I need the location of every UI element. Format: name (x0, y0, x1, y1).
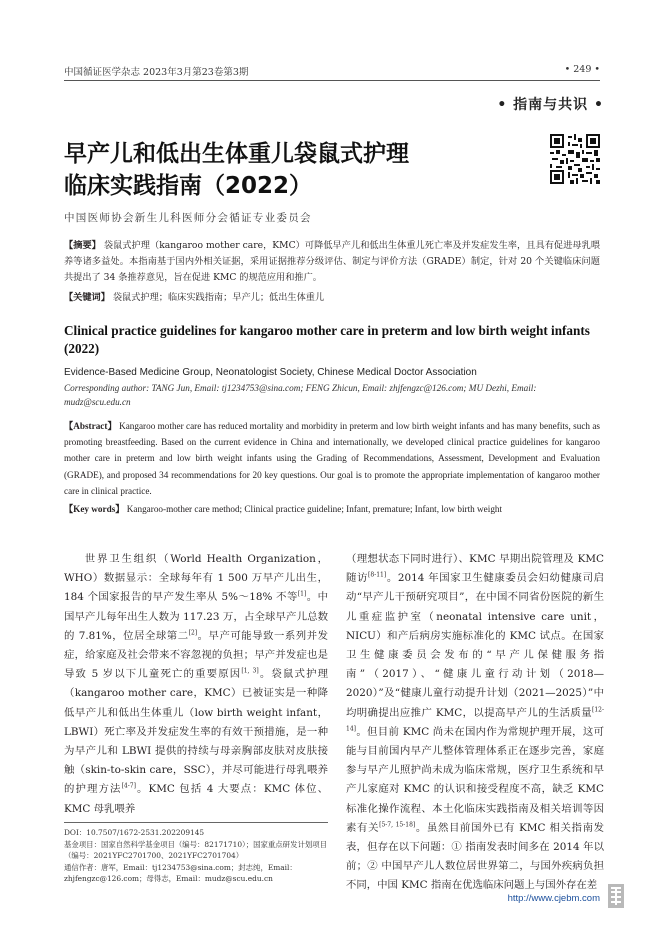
journal-logo-icon (608, 884, 624, 908)
footnote-corresponding: 通信作者：唐军，Email：tj1234753@sina.com；封志纯，Email：zhjfengzc@126.com；母得志，Email：mudz@scu.edu.cn (64, 862, 297, 884)
citation-ref: [5-7, 15-18] (379, 821, 416, 829)
citation-ref: [2] (188, 629, 198, 637)
keywords-cn-text: 袋鼠式护理；临床实践指南；早产儿；低出生体重儿 (112, 292, 325, 303)
abstract-cn (64, 238, 600, 287)
header-divider (64, 80, 600, 81)
abstract-en-text: Kangaroo mother care has reduced mortality and morbidity in preterm and low birth weight infants and has many benefits, such as promoting breastfeeding. Based on the current evidence in China and internationally, we developed clinical practice guidelines for kangaroo mother care in preterm and low birth weight infants using the Grading of Recommendations, Assessment, Development and Evaluation (GRADE), and proposed 34 recommendations for 20 key questions. Our goal is to promote the appropriate implementation of kangaroo mother care in clinical practice. (64, 421, 600, 496)
footnote (64, 827, 328, 885)
body-text-right-column (346, 550, 604, 896)
journal-website-link[interactable]: http://www.cjebm.com (507, 893, 600, 904)
corresponding-author-en: Corresponding author: TANG Jun, Email: tj1234753@sina.com; FENG Zhicun, Email: zhjfengzc@126.com; MU Dezhi, Email: mudz@scu.edu.cn (64, 383, 537, 407)
body-text: 。袋鼠式护理（kangaroo mother care，KMC）已被证实是一种降低早产儿和低出生体重儿（low birth weight infant，LBWI）死亡率及并发症发生率的有效干预措施，是一种为早产儿和 LBWI 提供的持续与母亲胸部皮肤对皮肤接触（skin-to-skin care，SSC），并尽可能进行母乳喂养的护理方法 (64, 668, 329, 796)
citation-ref: [1] (297, 590, 307, 598)
citation-ref: [4-7] (121, 782, 136, 790)
page-number: • 249 • (564, 64, 600, 75)
body-text: 。KMC 包括 4 大要点：KMC 体位、KMC 母乳喂养 (64, 783, 329, 815)
body-text-left-column (64, 550, 328, 819)
abstract-cn-text: 袋鼠式护理（kangaroo mother care，KMC）可降低早产儿和低出生体重儿死亡率及并发症发生率，且具有促进母乳喂养等诸多益处。本指南基于国内外相关证据，采用证据推荐分级评估、制定与评价方法（GRADE）制定，针对 20 个关键临床问题共提出了 34 条推荐意见，旨在促进 KMC 的规范应用和推广。 (64, 240, 601, 284)
keywords-en-label: 【Key words】 (64, 504, 125, 514)
authors-en: Evidence-Based Medicine Group, Neonatologist Society, Chinese Medical Doctor Association (64, 367, 477, 378)
body-text: 。虽然目前国外已有 KMC 相关指南发表，但存在以下问题：① 指南发表时间多在 2014 年以前；② 中国早产儿人数位居世界第二，与国外疾病负担不同，中国 KMC 指南在优选临床问题上与国外存在差 (346, 821, 604, 892)
article-title-cn (64, 138, 409, 202)
footnote-funding: 基金项目：国家自然科学基金项目（编号：82171710）；国家重点研发计划项目（编号：2021YFC2701700、2021YFC2701704） (64, 839, 328, 861)
footnote-doi: DOI：10.7507/1672-2531.202209145 (64, 828, 205, 837)
abstract-en (64, 418, 600, 499)
article-title-en: Clinical practice guidelines for kangaroo mother care in preterm and low birth weight infants (2022) (64, 323, 590, 356)
body-text: 。2014 年国家卫生健康委员会妇幼健康司启动“早产儿干预研究项目”，在中国不同省份医院的新生儿重症监护室（neonatal intensive care unit，NICU）和产后病房实施标准化的 KMC 试点。在国家卫生健康委员会发布的“早产儿保健服务指南”（2017）、“健康儿童行动计划（2018—2020）”及“健康儿童行动提升计划（2021—2025）”中均明确提出应推广 KMC，以提高早产儿的生活质量 (346, 572, 604, 719)
citation-ref: [8-11] (368, 571, 387, 579)
keywords-en (64, 501, 600, 517)
body-text: 。早产可能导致一系列并发症，给家庭及社会带来不容忽视的负担；早产并发症也是导致 5 岁以下儿童死亡的重要原因 (64, 629, 329, 681)
body-text: 世界卫生组织（World Health Organization，WHO）数据显示：全球每年有 1 500 万早产儿出生，184 个国家报告的早产发生率从 5%～18% 不等 (64, 553, 328, 604)
section-tag: • 指南与共识 • (497, 97, 604, 113)
article-title-cn-line2: 临床实践指南（2022） (64, 173, 313, 199)
body-text: （理想状态下同时进行）、KMC 早期出院管理及 KMC 随访 (346, 553, 604, 585)
abstract-cn-label: 【摘要】 (64, 240, 101, 251)
body-text: 。但目前 KMC 尚未在国内作为常规护理开展，这可能与目前国内早产儿整体管理体系正在逐步完善，家庭参与早产儿照护尚未成为临床常规，医疗卫生系统和早产儿家庭对 KMC 的认识和接受程度不高，缺乏 KMC 标准化操作流程、本土化临床实践指南及相关培训等因素有关 (346, 725, 604, 834)
article-title-cn-line1: 早产儿和低出生体重儿袋鼠式护理 (64, 141, 409, 167)
keywords-cn-label: 【关键词】 (64, 292, 110, 303)
abstract-en-label: 【Abstract】 (64, 421, 117, 431)
footnote-divider (64, 822, 328, 823)
body-text: 。中国早产儿每年出生人数为 117.23 万，占全球早产儿总数的 7.81%，位居全球第二 (64, 591, 329, 642)
keywords-en-text: Kangaroo-mother care method; Clinical practice guideline; Infant, premature; Infant, low birth weight (126, 504, 503, 514)
qr-code-icon (550, 134, 600, 184)
keywords-cn (64, 290, 600, 306)
running-header-journal: 中国循证医学杂志 2023年3月第23卷第3期 (64, 67, 249, 78)
authors-cn: 中国医师协会新生儿科医师分会循证专业委员会 (64, 212, 312, 224)
citation-ref: [1, 3] (241, 667, 259, 675)
citation-ref: [12-14] (346, 706, 604, 733)
